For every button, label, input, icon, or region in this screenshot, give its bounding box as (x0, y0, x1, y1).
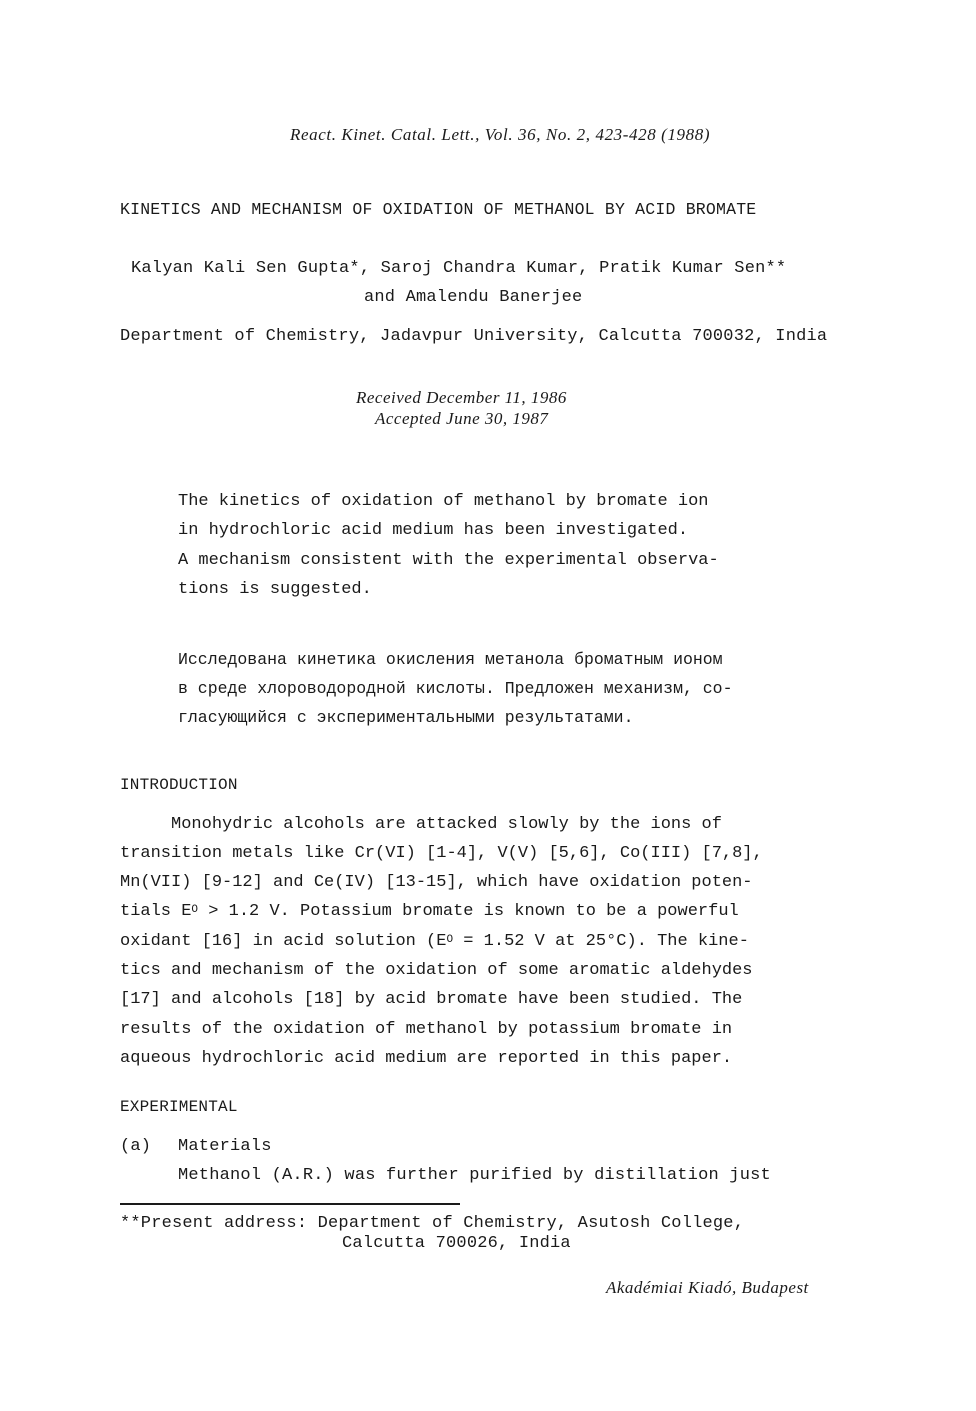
publisher: Akadémiai Kiadó, Budapest (606, 1278, 809, 1297)
received-date: Received December 11, 1986 (356, 388, 567, 407)
abstract-ru-line: Исследована кинетика окисления метанола броматным ионом (178, 650, 723, 669)
intro-line: Monohydric alcohols are attacked slowly by the ions of (120, 815, 722, 834)
materials-line: Methanol (A.R.) was further purified by distillation just (178, 1166, 771, 1185)
experimental-heading: EXPERIMENTAL (120, 1098, 238, 1116)
intro-line: tics and mechanism of the oxidation of some aromatic aldehydes (120, 961, 753, 980)
footnote-rule (120, 1203, 460, 1205)
authors-line-2: and Amalendu Banerjee (364, 288, 583, 307)
intro-line: [17] and alcohols [18] by acid bromate have been studied. The (120, 990, 743, 1009)
intro-line: transition metals like Cr(VI) [1-4], V(V) [5,6], Co(III) [7,8], (120, 844, 763, 863)
journal-citation: React. Kinet. Catal. Lett., Vol. 36, No. 2, 423-428 (1988) (290, 125, 711, 144)
intro-line: Mn(VII) [9-12] and Ce(IV) [13-15], which have oxidation poten- (120, 873, 753, 892)
intro-line: tials $E^O > 1.2$ V. Potassium bromate is known to be a powerful (120, 902, 739, 921)
footnote-line-1: **Present address: Department of Chemistry, Asutosh College, (120, 1214, 745, 1233)
abstract-ru-line: в среде хлороводородной кислоты. Предложен механизм, со- (178, 679, 733, 698)
materials-label: (a) (120, 1137, 152, 1156)
superscript: O (446, 934, 454, 946)
authors-line-1: Kalyan Kali Sen Gupta*, Saroj Chandra Kumar, Pratik Kumar Sen** (131, 259, 787, 278)
intro-line: oxidant [16] in acid solution ($E^O = 1.52$ V at 25°C). The kine- (120, 932, 749, 951)
introduction-heading: INTRODUCTION (120, 776, 238, 794)
abstract-line: in hydrochloric acid medium has been investigated. (178, 521, 689, 540)
materials-title: Materials (178, 1137, 272, 1156)
affiliation: Department of Chemistry, Jadavpur University, Calcutta 700032, India (120, 327, 828, 346)
abstract-line: tions is suggested. (178, 580, 372, 599)
superscript: O (191, 904, 199, 916)
footnote-line-2: Calcutta 700026, India (342, 1234, 571, 1253)
paper-title: KINETICS AND MECHANISM OF OXIDATION OF METHANOL BY ACID BROMATE (120, 200, 757, 219)
intro-line: aqueous hydrochloric acid medium are reported in this paper. (120, 1049, 733, 1068)
accepted-date: Accepted June 30, 1987 (375, 409, 549, 428)
abstract-line: The kinetics of oxidation of methanol by bromate ion (178, 492, 709, 511)
abstract-ru-line: гласующийся с экспериментальными результатами. (178, 708, 634, 727)
intro-line: results of the oxidation of methanol by potassium bromate in (120, 1020, 733, 1039)
abstract-line: A mechanism consistent with the experimental observa- (178, 551, 719, 570)
